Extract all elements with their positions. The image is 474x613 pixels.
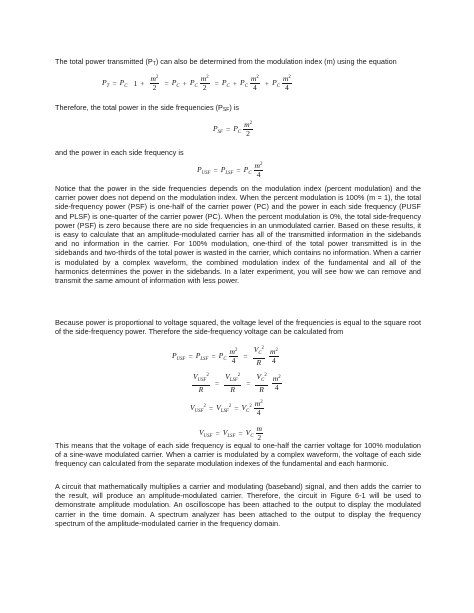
equation-voltage-squared: $V_{USF}^2$ = $V_{LSF}^2$ = $V_C^2$ $\frac{m^2}{4}$	[190, 399, 263, 417]
paragraph-total-power: The total power transmitted $(P_T)$ can also be determined from the modulation index (m) using the equation	[55, 57, 397, 67]
paragraph-voltage: Because power is proportional to voltage squared, the voltage level of the frequencies is equal to the square root of the side-frequency power. Therefore the side-frequency voltage can be calculated from	[55, 318, 421, 337]
equation-side-power: $P_{SF}$ = $P_C$ $\frac{m^2}{2}$	[213, 120, 253, 138]
paragraph-circuit: A circuit that mathematically multiplies a carrier and modulating (baseband) signal, and then adds the carrier to the result, will produce an amplitude-modulated carrier. Therefore, the circuit in Figure 6-1 will be used to demonstrate amplitude modulation. An oscilloscope has been attached to the output to display the modulated carrier in the time domain. A spectrum analyzer has been attached to the output to display the frequency spectrum of the amplitude-modulated carrier in the frequency domain.	[55, 482, 421, 528]
equation-total-power: $P_T$ = $P_C$ 1 + $\frac{m^2}{2}$ = $P_C$ + $P_C$ $\frac{m^2}{2}$ = $P_C$ + $P_C$ $\frac{m^2}{4}$ + $P_C$ $\frac{m^2}{4}$	[102, 74, 291, 92]
equation-side-voltage: $V_{USF}$ = $V_{LSF}$ = $V_C$ $\frac{m}{2}$	[199, 424, 262, 442]
paragraph-side-power: Therefore, the total power in the side frequencies $(P_{SF})$ is	[55, 103, 240, 113]
equation-voltage-power: $P_{USF}$ = $P_{LSF}$ = $P_C$ $\frac{m^2}{4}$ = $\frac{V_C^2}{R}$ $\frac{m^2}{4}$	[172, 345, 278, 367]
equation-voltage-ratio: $\frac{V_{USF}^2}{R}$ = $\frac{V_{LSF}^2}{R}$ = $\frac{V_C^2}{R}$ $\frac{m^2}{4}$	[193, 372, 281, 394]
paragraph-notice: Notice that the power in the side frequencies depends on the modulation index (percent modulation) and the carrier power does not depend on the modulation index. When the percent modulation is 100% (m = 1), the total side-frequency power (PSF) is one-half of the carrier power (PC) and the power in each side frequency (PUSF and PLSF) is one-quarter of the carrier power (PC). When the percent modulation is 0%, the total side-frequency power (PSF) is zero because there are no side frequencies in an unmodulated carrier. Based on these results, it is easy to calculate that an amplitude-modulated carrier has all of the transmitted information in the sidebands and no information in the carrier. For 100% modulation, one-third of the total power transmitted is in the sidebands and two-thirds of the total power is wasted in the carrier, which contains no information. When a carrier is modulated by a complex waveform, the combined modulation index of the fundamental and all of the harmonics determines the power in the sidebands. In a later experiment, you will see how we can remove and transmit the same amount of information with less power.	[55, 184, 421, 286]
equation-each-side-power: $P_{USF}$ = $P_{LSF}$ = $P_C$ $\frac{m^2}{4}$	[197, 161, 263, 179]
paragraph-meaning: This means that the voltage of each side frequency is equal to one-half the carrier voltage for 100% modulation of a sine-wave modulated carrier. When a carrier is modulated by a complex waveform, the voltage of each side frequency can calculated from the separate modulation indexes of the fundamental and each harmonic.	[55, 441, 421, 469]
paragraph-each-side: and the power in each side frequency is	[55, 148, 184, 157]
